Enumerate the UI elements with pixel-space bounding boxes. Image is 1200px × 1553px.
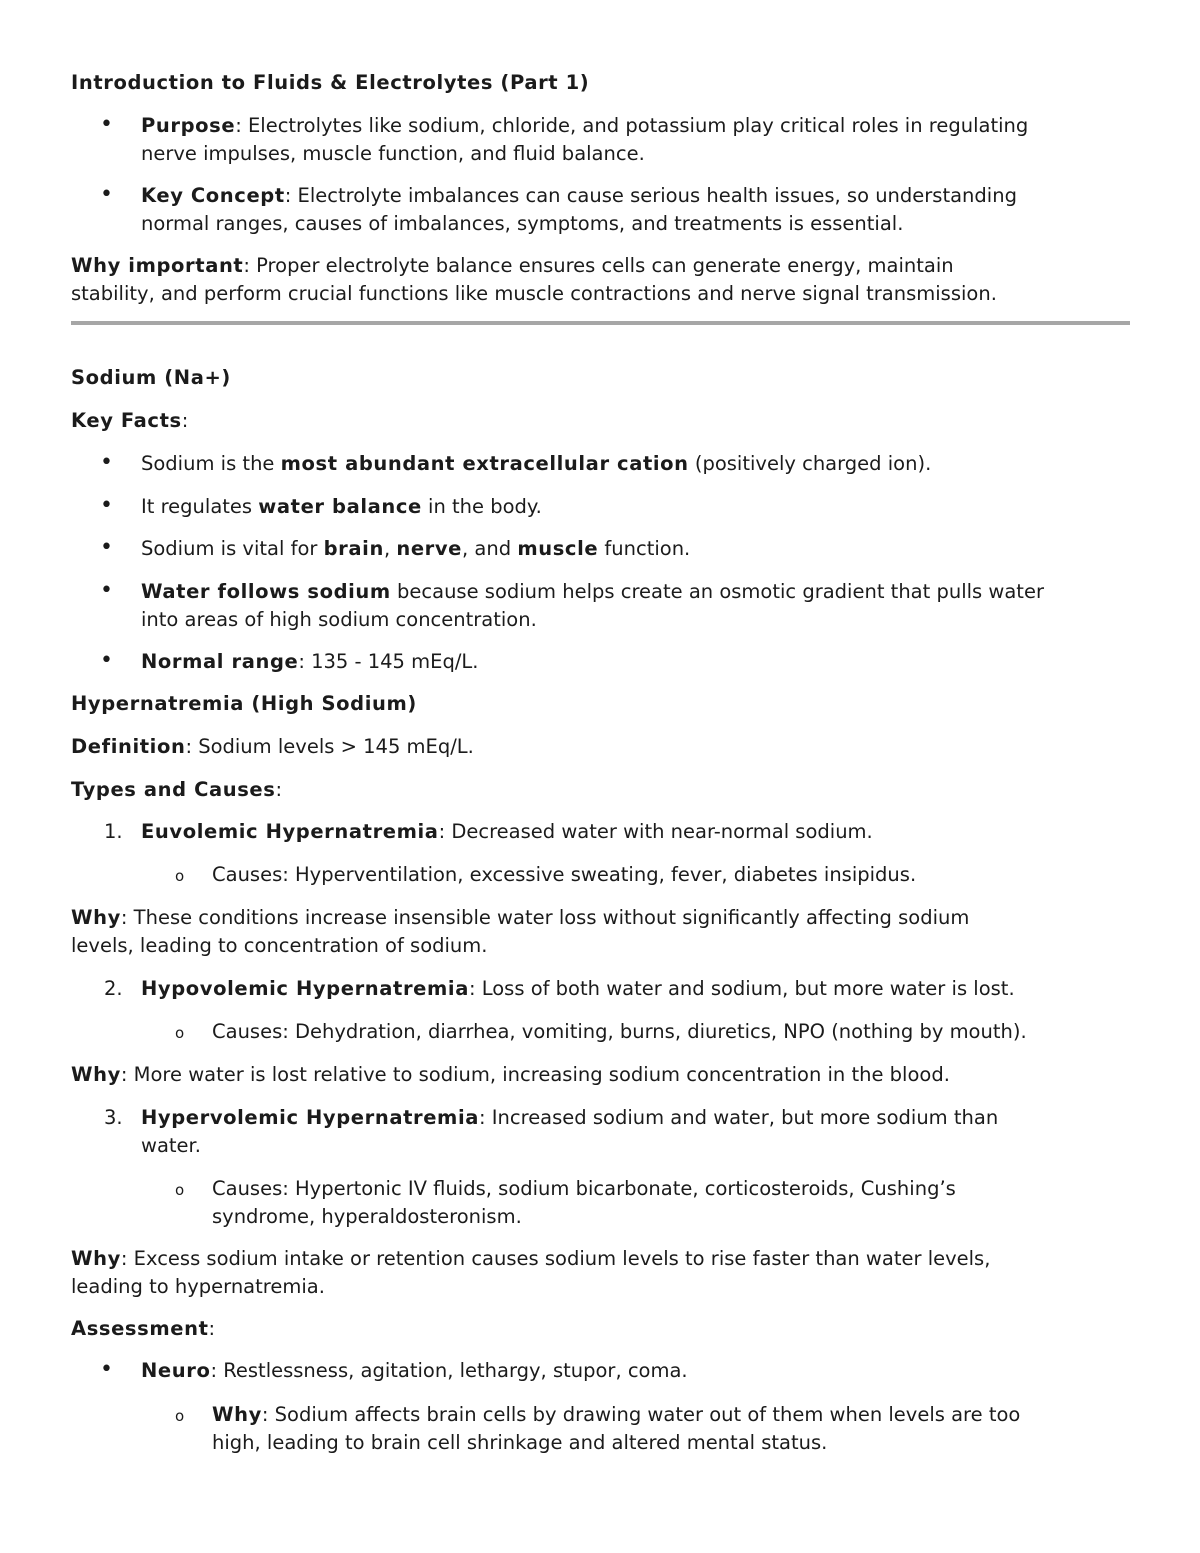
list-number: 2. xyxy=(104,977,123,1000)
bullet-marker: • xyxy=(100,493,113,518)
neuro-why-item: Why: Sodium affects brain cells by drawing water out of them when levels are too xyxy=(212,1403,1021,1426)
bullet-marker: • xyxy=(100,1357,113,1382)
neuro-item: Neuro: Restlessness, agitation, lethargy, stupor, coma. xyxy=(141,1359,688,1382)
key-concept-item: Key Concept: Electrolyte imbalances can cause serious health issues, so understanding xyxy=(141,184,1017,207)
fact-item: Sodium is the most abundant extracellular cation (positively charged ion). xyxy=(141,452,932,475)
bullet-marker: • xyxy=(100,648,113,673)
why-important-paragraph-cont: stability, and perform crucial functions like muscle contractions and nerve signal transmission. xyxy=(71,282,997,305)
types-heading: Types and Causes: xyxy=(71,778,283,801)
key-facts-heading: Key Facts: xyxy=(71,409,189,432)
sodium-heading: Sodium (Na+) xyxy=(71,366,231,389)
purpose-item: Purpose: Electrolytes like sodium, chloride, and potassium play critical roles in regulating xyxy=(141,114,1029,137)
purpose-item-cont: nerve impulses, muscle function, and fluid balance. xyxy=(141,142,645,165)
bullet-marker: • xyxy=(100,450,113,475)
fact-item: Water follows sodium because sodium helps create an osmotic gradient that pulls water xyxy=(141,580,1044,603)
intro-title: Introduction to Fluids & Electrolytes (Part 1) xyxy=(71,71,590,94)
bullet-marker: • xyxy=(100,535,113,560)
fact-item: Normal range: 135 - 145 mEq/L. xyxy=(141,650,479,673)
causes-item: Causes: Hyperventilation, excessive sweating, fever, diabetes insipidus. xyxy=(212,863,917,886)
type-item: Hypovolemic Hypernatremia: Loss of both water and sodium, but more water is lost. xyxy=(141,977,1015,1000)
key-concept-item-cont: normal ranges, causes of imbalances, symptoms, and treatments is essential. xyxy=(141,212,904,235)
fact-item: Sodium is vital for brain, nerve, and muscle function. xyxy=(141,537,691,560)
fact-item: It regulates water balance in the body. xyxy=(141,495,542,518)
bullet-marker: • xyxy=(100,182,113,207)
hypernatremia-heading: Hypernatremia (High Sodium) xyxy=(71,692,417,715)
type-item-cont: water. xyxy=(141,1134,201,1157)
sub-bullet-marker: o xyxy=(175,867,185,885)
horizontal-divider xyxy=(71,321,1130,325)
neuro-why-item-cont: high, leading to brain cell shrinkage and altered mental status. xyxy=(212,1431,828,1454)
list-number: 3. xyxy=(104,1106,123,1129)
why-paragraph-cont: levels, leading to concentration of sodium. xyxy=(71,934,488,957)
type-item: Hypervolemic Hypernatremia: Increased sodium and water, but more sodium than xyxy=(141,1106,999,1129)
why-important-paragraph: Why important: Proper electrolyte balance ensures cells can generate energy, maintain xyxy=(71,254,954,277)
sub-bullet-marker: o xyxy=(175,1181,185,1199)
bullet-marker: • xyxy=(100,578,113,603)
list-number: 1. xyxy=(104,820,123,843)
why-paragraph: Why: These conditions increase insensible water loss without significantly affecting sodium xyxy=(71,906,970,929)
sub-bullet-marker: o xyxy=(175,1407,185,1425)
sub-bullet-marker: o xyxy=(175,1024,185,1042)
why-paragraph: Why: Excess sodium intake or retention causes sodium levels to rise faster than water levels, xyxy=(71,1247,991,1270)
why-paragraph: Why: More water is lost relative to sodium, increasing sodium concentration in the blood. xyxy=(71,1063,950,1086)
causes-item-cont: syndrome, hyperaldosteronism. xyxy=(212,1205,522,1228)
causes-item: Causes: Dehydration, diarrhea, vomiting, burns, diuretics, NPO (nothing by mouth). xyxy=(212,1020,1027,1043)
fact-item-cont: into areas of high sodium concentration. xyxy=(141,608,537,631)
definition-line: Definition: Sodium levels > 145 mEq/L. xyxy=(71,735,474,758)
bullet-marker: • xyxy=(100,112,113,137)
assessment-heading: Assessment: xyxy=(71,1317,216,1340)
why-paragraph-cont: leading to hypernatremia. xyxy=(71,1275,325,1298)
causes-item: Causes: Hypertonic IV fluids, sodium bicarbonate, corticosteroids, Cushing’s xyxy=(212,1177,956,1200)
type-item: Euvolemic Hypernatremia: Decreased water with near-normal sodium. xyxy=(141,820,873,843)
